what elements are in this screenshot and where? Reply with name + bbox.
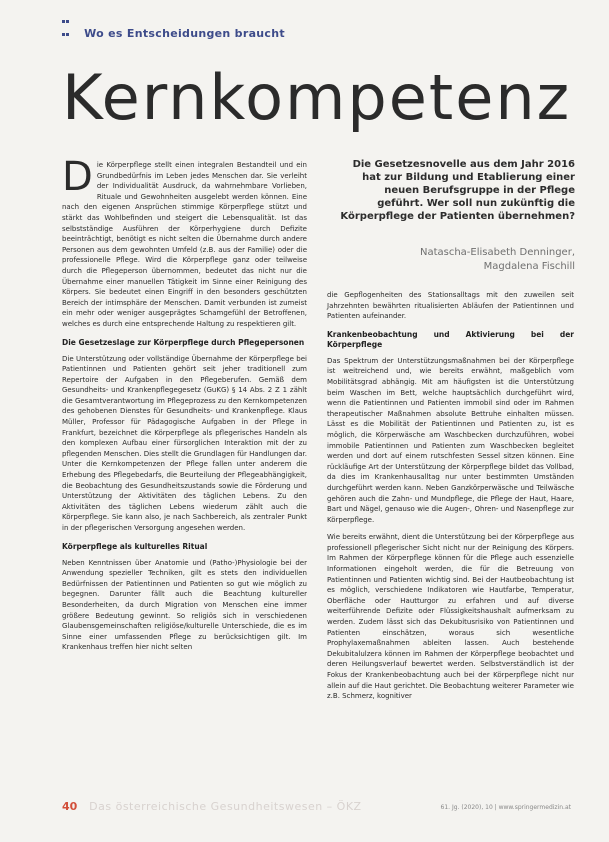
drop-cap: D: [62, 154, 93, 200]
paragraph-beobachtung: Wie bereits erwähnt, dient die Unterstützung bei der Körperpflege aus professionell pflegerischer Sicht nicht nur der Reinigung des Körpers. Im Rahmen der Körperpflege können für die Pflege auch essenzielle Informationen eingeholt werden, die für die Betreuung von Patientinnen und Patienten wichtig sind. Bei der Hautbeobachtung ist es möglich, verschiedene Indikatoren wie Hautfarbe, Temperatur, Oberfläche oder Hautturgor zu erfahren und auf diverse weiterführende Defizite oder Flüssigkeitshaushalt aufmerksam zu werden. Zudem lässt sich das Dekubitusrisiko von Patientinnen und Patienten einschätzen, woraus sich wesentliche Prophylaxemaßnahmen ableiten lassen. Auch bestehende Dekubitalulzera können im Rahmen der Körperpflege beobachtet und deren Heilungsverlauf bewertet werden. Selbstverständlich ist der Fokus der Krankenbeobachtung auch bei der Körperpflege nicht nur allein auf die Haut gerichtet. Die Beobachtung weiterer Parameter wie z.B. Schmerz, kognitiver: [327, 533, 574, 701]
dots-icon: [62, 14, 72, 40]
footer-citation: 61. Jg. (2020), 10 | www.springermedizin.at: [440, 804, 571, 811]
author-1: Natascha-Elisabeth Denninger,: [419, 247, 575, 258]
heading-gesetzeslage: Die Gesetzeslage zur Körperpflege durch Pflegepersonen: [62, 337, 305, 347]
lead-text: Die Gesetzesnovelle aus dem Jahr 2016 hat zur Bildung und Etablierung einer neuen Berufsgruppe in der Pflege geführt. Wer soll nun zukünftig die Körperpflege der Patienten übernehmen?: [340, 159, 575, 222]
footer: [62, 800, 362, 813]
publication-name: Das österreichische Gesundheitswesen – ÖKZ: [89, 800, 362, 813]
section-header: [62, 14, 285, 40]
page-title: Kernkompetenz: [62, 61, 572, 134]
heading-ritual: Körperpflege als kulturelles Ritual: [62, 541, 208, 551]
paragraph-gesetzeslage: Die Unterstützung oder vollständige Übernahme der Körperpflege bei Patientinnen und Patienten gehört seit jeher traditionell zum Repertoire der Aufgaben in den Pflegeberufen. Gemäß dem Gesundheits- und Krankenpflegegesetz (GuKG) § 14 Abs. 2 Z 1 zählt die Gesamtverantwortung im Pflegeprozess zu den Kernkompetenzen des gehobenen Dienstes für Gesundheits- und Krankenpflege. Klaus Müller, Professor für Pädagogische Aufgaben in der Pflege in Frankfurt, bezeichnet die Körperpflege als pflegerisches Handeln als den komplexen Aufbau einer fürsorglichen Interaktion mit der zu pflegenden Menschen. Dies stellt die Grundlagen für Handlungen dar. Unter die Kernkompetenzen der Pflege fallen unter anderem die Erhebung des Pflegebedarfs, die Beurteilung der Pflegeabhängigkeit, die Beobachtung des Gesundheitszustands sowie die Förderung und Unterstützung der Aktivitäten des täglichen Lebens. Zu den Aktivitäten des täglichen Lebens wiederum zählt auch die Körperpflege. Sie kann also, je nach Sachbereich, als zentraler Punkt in der pflegerischen Versorgung angesehen werden.: [62, 354, 307, 532]
authors: [420, 246, 575, 274]
heading-krankenbeobachtung: Krankenbeobachtung und Aktivierung bei der Körperpflege: [327, 329, 574, 349]
paragraph-continuation: die Gepflogenheiten des Stationsalltags mit den zuweilen seit Jahrzehnten bewährten ritualisierten Abläufen der Patientinnen und Patienten aufeinander.: [327, 291, 574, 321]
intro-paragraph: [62, 154, 307, 330]
page-number: 40: [62, 800, 78, 813]
section-label: Wo es Entscheidungen braucht: [84, 27, 285, 40]
right-column: [327, 290, 574, 709]
paragraph-spektrum: Das Spektrum der Unterstützungsmaßnahmen bei der Körperpflege ist weitreichend und, wie bereits erwähnt, maßgeblich vom Mobilitätsgrad abhängig. Mit am häufigsten ist die Unterstützung beim Waschen im Bett, welche hauptsächlich durchgeführt wird, wenn die Patientinnen und Patienten immobil sind oder im Rahmen therapeutischer Maßnahmen absolute Bettruhe einhalten müssen. Lässt es die Mobilität der Patientinnen und Patienten zu, ist es möglich, die Körperwäsche am Waschbecken durchzuführen, wobei immobile Patientinnen und Patienten zum Waschbecken begleitet werden und dort auf einem rutschfesten Sessel sitzen können. Eine rückläufige Art der Unterstützung der Körperpflege bildet das Vollbad, da dies im Krankenhausalltag nur unter bestimmten Umständen durchgeführt werden kann. Neben Ganzkörperwäsche und Teilwäsche gehören auch die Zahn- und Mundpflege, die Pflege der Haut, Haare, Bart und Nägel, genauso wie die Augen-, Ohren- und Nasenpflege zur Körperpflege.: [327, 356, 574, 524]
paragraph-ritual: Neben Kenntnissen über Anatomie und (Patho-)Physiologie bei der Anwendung spezieller Techniken, gilt es stets den individuellen Bedürfnissen der Patientinnen und Patienten so gut wie möglich zu begegnen. Darunter fällt auch die Beachtung kultureller Besonderheiten, da durch Migration von Menschen eine immer größere Bedeutung gewinnt. So religiös sich in verschiedenen Glaubensgemeinschaften religiöse/kulturelle Unterschiede, die es im Sinne einer umfassenden Pflege zu berücksichtigen gilt. Im Krankenhaus treffen hier nicht selten: [62, 558, 307, 652]
left-column: [62, 154, 307, 660]
intro-text: ie Körperpflege stellt einen integralen Bestandteil und ein Grundbedürfnis im Leben jedes Menschen dar. Sie verleiht der Individualität Ausdruck, da wahrnehmbare Vorlieben, Rituale und Gewohnheiten ausgelebt werden können. Eine nach den eigenen Ansprüchen stimmige Körperpflege stützt und stärkt das Wohlbefinden und steigert die Lebensqualität. Ist das selbstständige Ausführen der Körperhygiene durch Defizite beeinträchtigt, benötigt es nicht selten die Übernahme durch andere Personen aus dem gewohnten Umfeld (z.B. aus der Familie) oder die professionelle Pflege. Wird die Körperpflege ganz oder teilweise durch die Pflegeperson übernommen, bedeutet das nicht nur die Übernahme einer manuellen Tätigkeit im Sinne einer Reinigung des Körpers. Sie bedeutet einen Eingriff in den besonders geschützten Bereich der intimsphäre der Menschen. Damit verbunden ist zumeist ein mehr oder weniger ausgeprägtes Schamgefühl der Betroffenen, welches es durch eine entsprechende Haltung zu respektieren gilt.: [62, 161, 307, 328]
author-2: Magdalena Fischill: [483, 261, 575, 272]
